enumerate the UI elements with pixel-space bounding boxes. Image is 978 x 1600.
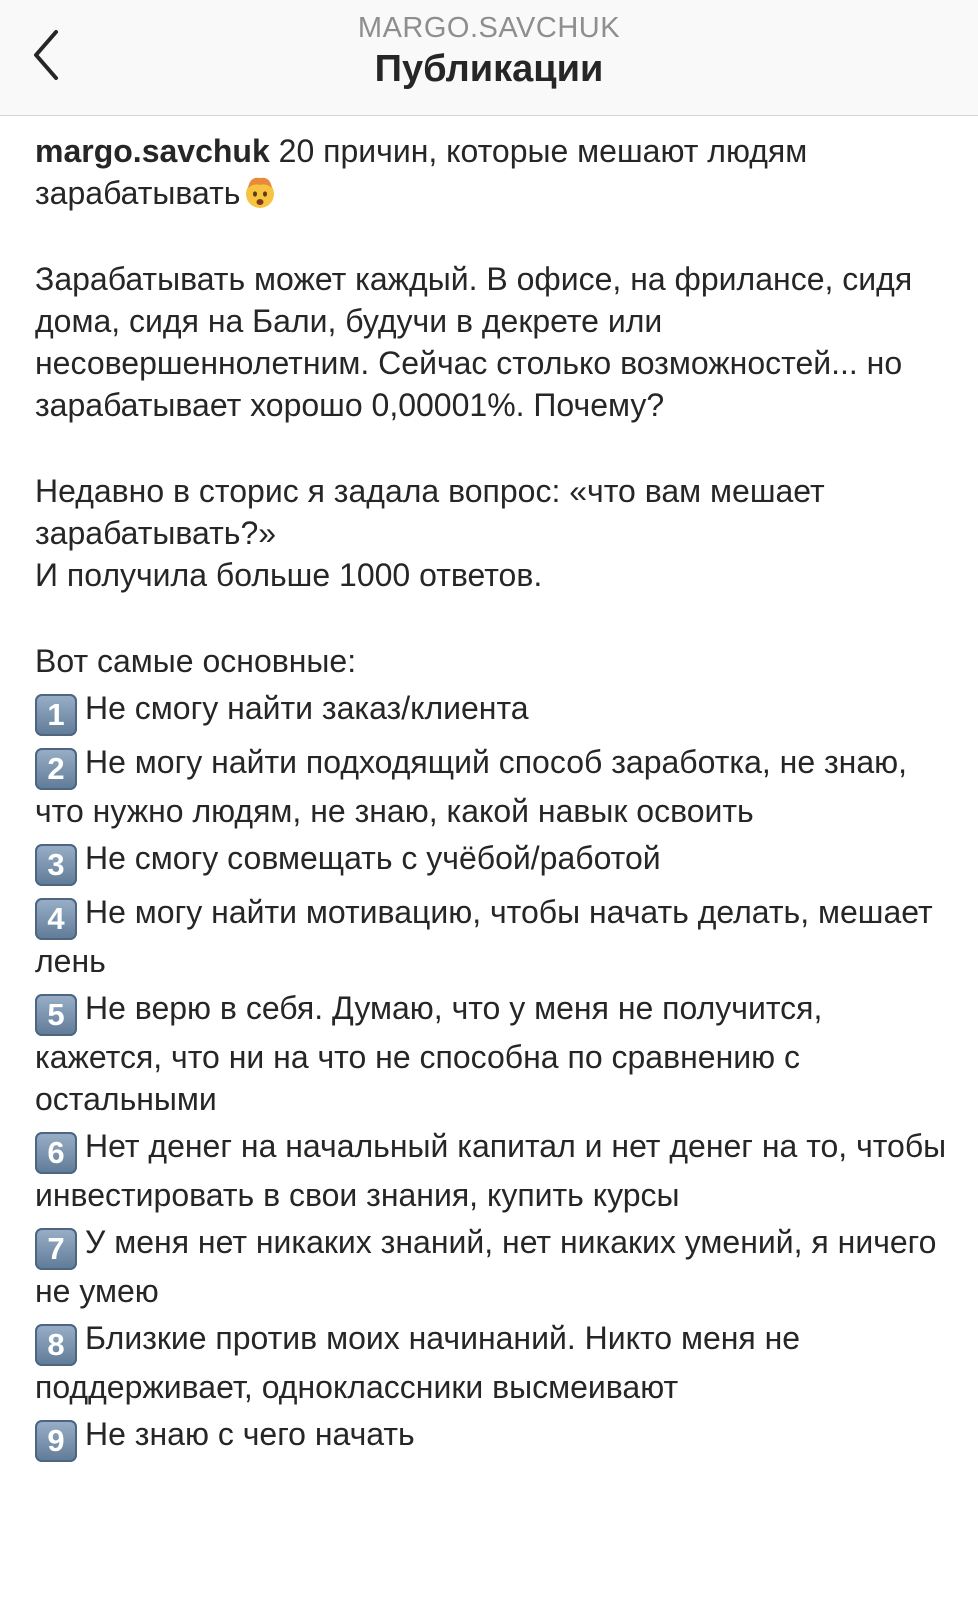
list-item-text: Не знаю с чего начать bbox=[85, 1416, 415, 1452]
keycap-number-icon: 6 bbox=[35, 1132, 77, 1174]
keycap-number-icon: 5 bbox=[35, 994, 77, 1036]
list-item bbox=[35, 987, 950, 1120]
keycap-number-icon: 1 bbox=[35, 694, 77, 736]
list-item-text: У меня нет никаких знаний, нет никаких умений, я ничего не умею bbox=[35, 1224, 937, 1309]
keycap-number-icon: 2 bbox=[35, 748, 77, 790]
reasons-list bbox=[35, 640, 950, 1462]
list-item bbox=[35, 1221, 950, 1312]
list-item-text: Близкие против моих начинаний. Никто меня не поддерживает, одноклассники высмеивают bbox=[35, 1320, 801, 1405]
page-title: Публикации bbox=[374, 48, 604, 90]
list-item-text: Не верю в себя. Думаю, что у меня не получится, кажется, что ни на что не способна по сравнению с остальными bbox=[35, 990, 823, 1117]
list-item-text: Не смогу совмещать с учёбой/работой bbox=[85, 840, 661, 876]
caption-username-link[interactable]: margo.savchuk bbox=[35, 133, 270, 169]
list-item-text: Нет денег на начальный капитал и нет денег на то, чтобы инвестировать в свои знания, купить курсы bbox=[35, 1128, 947, 1213]
caption-headline bbox=[35, 130, 950, 214]
post-caption bbox=[35, 130, 950, 1462]
keycap-number-icon: 9 bbox=[35, 1420, 77, 1462]
caption-paragraph-2 bbox=[35, 470, 950, 596]
caption-question: Недавно в сторис я задала вопрос: «что вам мешает зарабатывать?» bbox=[35, 473, 825, 551]
list-item bbox=[35, 1413, 950, 1462]
list-item bbox=[35, 837, 950, 886]
caption-headline-text: 20 причин, которые мешают людям зарабатывать bbox=[35, 133, 808, 211]
exploding-head-emoji-icon bbox=[242, 174, 278, 210]
list-item-text: Не могу найти мотивацию, чтобы начать делать, мешает лень bbox=[35, 894, 933, 979]
caption-answers-count: И получила больше 1000 ответов. bbox=[35, 557, 543, 593]
keycap-number-icon: 7 bbox=[35, 1228, 77, 1270]
list-intro: Вот самые основные: bbox=[35, 643, 357, 679]
caption-paragraph-1: Зарабатывать может каждый. В офисе, на фрилансе, сидя дома, сидя на Бали, будучи в декрете или несовершеннолетним. Сейчас столько возможностей... но зарабатывает хорошо 0,00001%. Почему? bbox=[35, 261, 913, 423]
header-username: MARGO.SAVCHUK bbox=[357, 12, 621, 44]
list-item bbox=[35, 741, 950, 832]
list-item bbox=[35, 891, 950, 982]
top-navigation-bar bbox=[0, 0, 978, 116]
list-item bbox=[35, 1125, 950, 1216]
list-item bbox=[35, 1317, 950, 1408]
list-item-text: Не могу найти подходящий способ заработка, не знаю, что нужно людям, не знаю, какой навык освоить bbox=[35, 744, 908, 829]
keycap-number-icon: 4 bbox=[35, 898, 77, 940]
list-item bbox=[35, 687, 950, 736]
list-item-text: Не смогу найти заказ/клиента bbox=[85, 690, 529, 726]
keycap-number-icon: 3 bbox=[35, 844, 77, 886]
keycap-number-icon: 8 bbox=[35, 1324, 77, 1366]
